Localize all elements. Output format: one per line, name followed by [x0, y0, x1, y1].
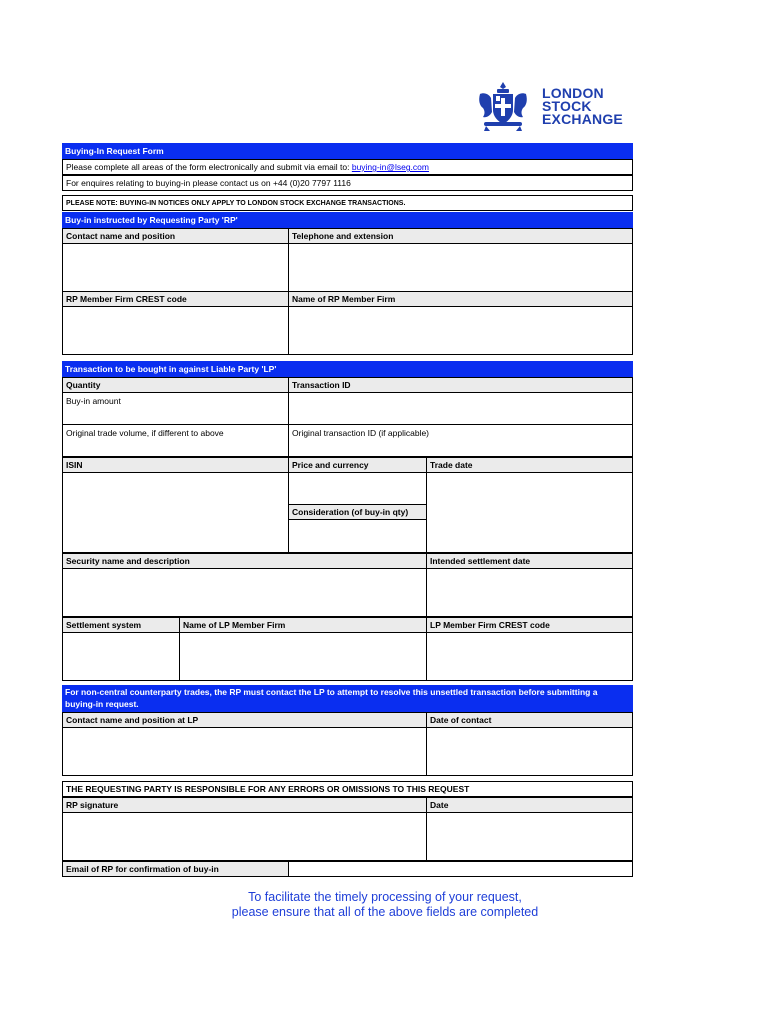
isin-field[interactable] [62, 472, 289, 553]
quantity-label: Quantity [62, 377, 289, 393]
contact-date-field[interactable] [426, 727, 633, 776]
settlement-system-label: Settlement system [62, 617, 180, 633]
buyin-amount-field[interactable]: Buy-in amount [62, 392, 289, 425]
consideration-field[interactable] [288, 519, 427, 553]
rp-crest-field[interactable] [62, 306, 289, 355]
email-link[interactable]: buying-in@lseg.com [351, 162, 429, 172]
security-label: Security name and description [62, 553, 427, 569]
consideration-label: Consideration (of buy-in qty) [288, 504, 427, 520]
responsibility-notice: THE REQUESTING PARTY IS RESPONSIBLE FOR ANY ERRORS OR OMISSIONS TO THIS REQUEST [62, 781, 633, 797]
lp-crest-label: LP Member Firm CREST code [426, 617, 633, 633]
footer-line-1: To facilitate the timely processing of your request, [248, 890, 522, 904]
form-title: Buying-In Request Form [62, 143, 633, 159]
lp-firm-label: Name of LP Member Firm [179, 617, 427, 633]
signature-date-label: Date [426, 797, 633, 813]
trade-date-field[interactable] [426, 472, 633, 553]
enquiries-line: For enquires relating to buying-in please contact us on +44 (0)20 7797 1116 [62, 175, 633, 191]
lse-logo [476, 80, 626, 132]
intended-settlement-field[interactable] [426, 568, 633, 617]
rp-section-title: Buy-in instructed by Requesting Party 'RP' [62, 212, 633, 228]
trade-date-label: Trade date [426, 457, 633, 473]
price-label: Price and currency [288, 457, 427, 473]
logo-line-3: EXCHANGE [542, 111, 623, 127]
intended-settlement-label: Intended settlement date [426, 553, 633, 569]
lp-section-title: Transaction to be bought in against Liable Party 'LP' [62, 361, 633, 377]
rp-contact-label: Contact name and position [62, 228, 289, 244]
rp-signature-label: RP signature [62, 797, 427, 813]
note-line: PLEASE NOTE: BUYING-IN NOTICES ONLY APPLY TO LONDON STOCK EXCHANGE TRANSACTIONS. [62, 195, 633, 211]
rp-firm-label: Name of RP Member Firm [288, 291, 633, 307]
rp-email-label: Email of RP for confirmation of buy-in [62, 861, 289, 877]
settlement-system-field[interactable] [62, 632, 180, 681]
lp-crest-field[interactable] [426, 632, 633, 681]
noncentral-title: For non-central counterparty trades, the RP must contact the LP to attempt to resolve this unsettled transaction before submitting a buying-in request. [62, 685, 633, 713]
logo-line-2: STOCK [542, 98, 592, 114]
transaction-id-field[interactable] [288, 392, 633, 425]
original-volume-field[interactable]: Original trade volume, if different to above [62, 424, 289, 457]
footer-note [0, 890, 770, 920]
submit-instructions [62, 159, 633, 175]
original-transaction-id-field[interactable]: Original transaction ID (if applicable) [288, 424, 633, 457]
isin-label: ISIN [62, 457, 289, 473]
logo-line-1: LONDON [542, 85, 604, 101]
rp-contact-field[interactable] [62, 243, 289, 292]
submit-instructions-text: Please complete all areas of the form electronically and submit via email to: [66, 162, 352, 172]
signature-date-field[interactable] [426, 812, 633, 861]
crest-icon [476, 80, 530, 132]
rp-signature-field[interactable] [62, 812, 427, 861]
lp-contact-field[interactable] [62, 727, 427, 776]
rp-email-field[interactable] [288, 861, 633, 877]
rp-crest-label: RP Member Firm CREST code [62, 291, 289, 307]
contact-date-label: Date of contact [426, 712, 633, 728]
price-field[interactable] [288, 472, 427, 505]
rp-firm-field[interactable] [288, 306, 633, 355]
transaction-id-label: Transaction ID [288, 377, 633, 393]
rp-telephone-field[interactable] [288, 243, 633, 292]
footer-line-2: please ensure that all of the above fields are completed [231, 905, 539, 919]
lp-firm-field[interactable] [179, 632, 427, 681]
security-field[interactable] [62, 568, 427, 617]
rp-telephone-label: Telephone and extension [288, 228, 633, 244]
lp-contact-label: Contact name and position at LP [62, 712, 427, 728]
